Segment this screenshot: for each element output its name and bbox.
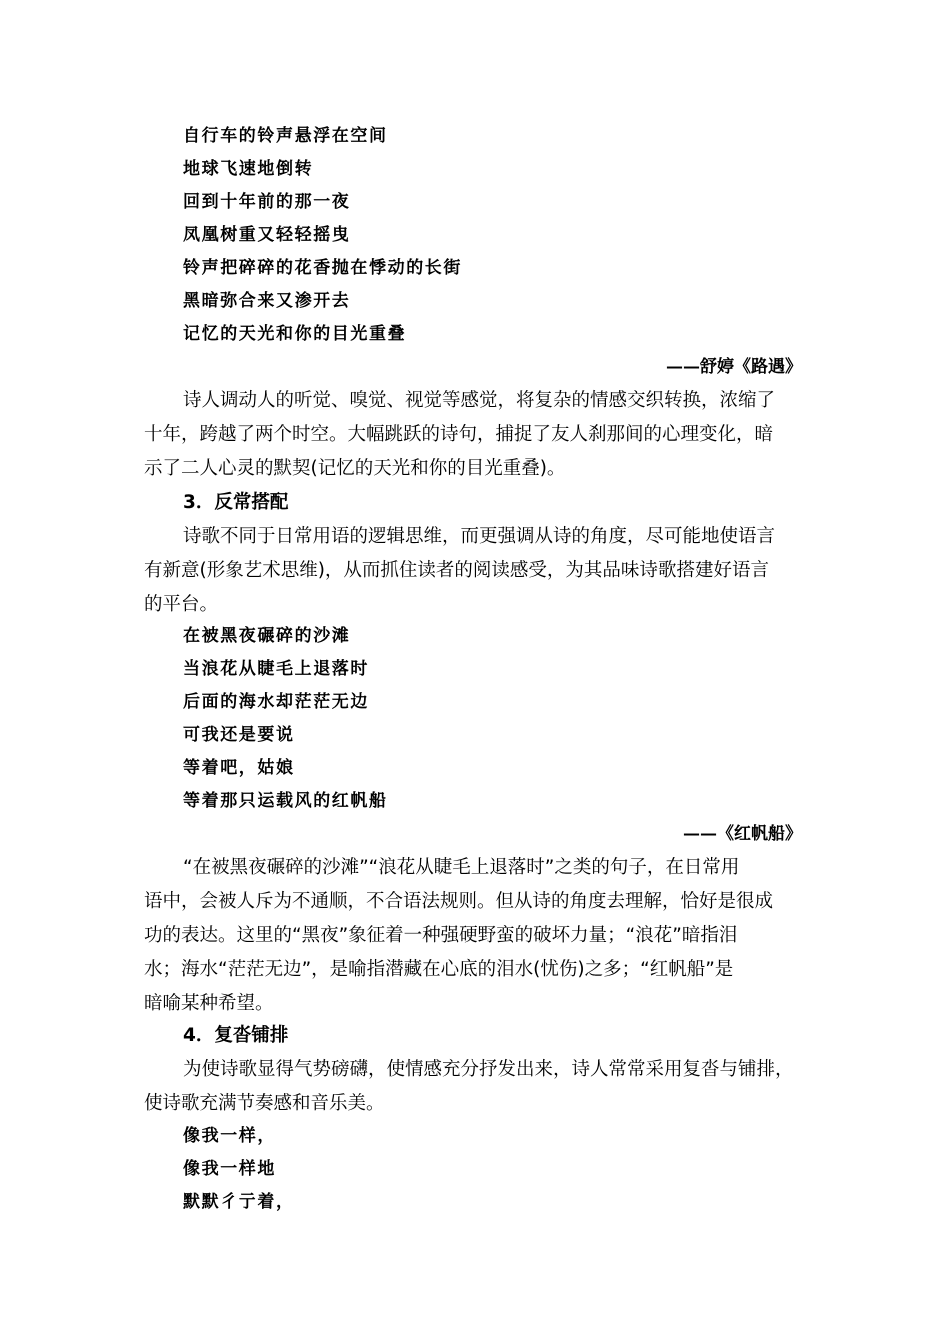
paragraph-line: 诗歌不同于日常用语的逻辑思维，而更强调从诗的角度，尽可能地使语言 (183, 526, 776, 547)
poem-line: 地球飞速地倒转 (183, 159, 314, 179)
poem-attribution: ——舒婷《路遇》 (666, 357, 802, 377)
poem-line: 后面的海水却茫茫无边 (183, 692, 369, 712)
paragraph-line: 暗喻某种希望。 (144, 993, 274, 1014)
paragraph-line: 有新意(形象艺术思维)，从而抓住读者的阅读感受，为其品味诗歌搭建好语言 (144, 560, 769, 581)
paragraph-line: 水；海水“茫茫无边”，是喻指潜藏在心底的泪水(忧伤)之多；“红帆船”是 (144, 959, 734, 980)
poem-line: 凤凰树重又轻轻摇曳 (183, 225, 351, 245)
poem-line: 黑暗弥合来又渗开去 (183, 291, 351, 311)
poem-line: 记忆的天光和你的目光重叠 (183, 324, 407, 344)
poem-line: 可我还是要说 (183, 725, 295, 745)
paragraph-line: “在被黑夜碾碎的沙滩”“浪花从睫毛上退落时”之类的句子，在日常用 (183, 857, 740, 878)
section-heading: 4．复沓铺排 (183, 1025, 289, 1046)
paragraph-line: 诗人调动人的听觉、嗅觉、视觉等感觉，将复杂的情感交织转换，浓缩了 (183, 390, 776, 411)
poem-line: 在被黑夜碾碎的沙滩 (183, 626, 351, 646)
poem-line: 默默彳亍着， (183, 1192, 295, 1212)
paragraph-line: 为使诗歌显得气势磅礴，使情感充分抒发出来，诗人常常采用复沓与铺排， (183, 1059, 794, 1080)
poem-line: 等着那只运载风的红帆船 (183, 791, 388, 811)
section-heading: 3．反常搭配 (183, 492, 289, 513)
poem-attribution: ——《红帆船》 (683, 824, 802, 844)
paragraph-line: 十年，跨越了两个时空。大幅跳跃的诗句，捕捉了友人刹那间的心理变化，暗 (144, 424, 774, 445)
paragraph-line: 示了二人心灵的默契(记忆的天光和你的目光重叠)。 (144, 458, 566, 479)
paragraph-line: 使诗歌充满节奏感和音乐美。 (144, 1093, 385, 1114)
paragraph-line: 的平台。 (144, 594, 219, 615)
paragraph-line: 功的表达。这里的“黑夜”象征着一种强硬野蛮的破坏力量；“浪花”暗指泪 (144, 925, 738, 946)
poem-line: 当浪花从睫毛上退落时 (183, 659, 369, 679)
poem-line: 像我一样地 (183, 1159, 276, 1179)
poem-line: 铃声把碎碎的花香抛在悸动的长街 (183, 258, 462, 278)
paragraph-line: 语中，会被人斥为不通顺，不合语法规则。但从诗的角度去理解，恰好是很成 (144, 891, 774, 912)
poem-line: 像我一样， (183, 1126, 276, 1146)
poem-line: 自行车的铃声悬浮在空间 (183, 126, 388, 146)
poem-line: 回到十年前的那一夜 (183, 192, 351, 212)
poem-line: 等着吧，姑娘 (183, 758, 295, 778)
